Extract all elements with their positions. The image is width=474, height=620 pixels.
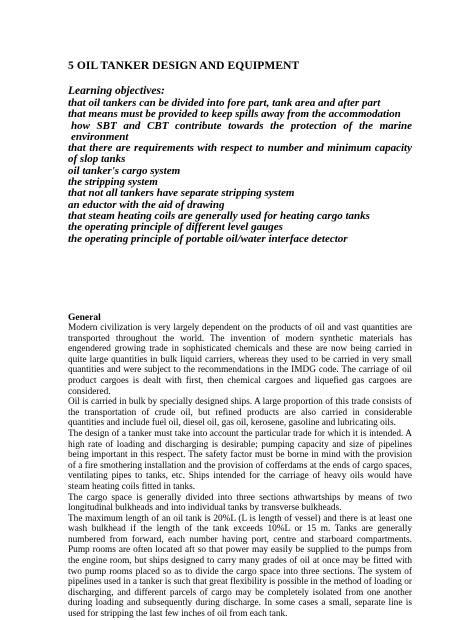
body-paragraph: The cargo space is generally divided into three sections athwartships by means of two longitudinal bulkheads and into individual tanks by transverse bulkheads. <box>68 492 412 514</box>
section-heading: 5 OIL TANKER DESIGN AND EQUIPMENT <box>68 60 300 72</box>
objective-item: that means must be provided to keep spills away from the accommodation <box>68 108 401 121</box>
objectives-list <box>68 98 412 245</box>
objective-item: that there are requirements with respect to number and minimum capacity of slop tanks <box>68 142 412 166</box>
general-section-title: General <box>68 313 101 323</box>
body-paragraph: Oil is carried in bulk by specially designed ships. A large proportion of this trade consists of the transportation of crude oil, but refined products are also carried in considerable quantities and include fuel oil, diesel oil, gas oil, kerosene, gasoline and lubricating oils. <box>68 397 412 429</box>
body-paragraph: Modern civilization is very largely dependent on the products of oil and vast quantities are transported throughout the world. The invention of modern synthetic materials has engendered growing trade in sophisticated chemicals and these are now being carried in quite large quantities in bulk liquid carriers, whereas they used to be carried in very small quantities and were subject to the recommendations in the IMDG code. The carriage of oil product cargoes is dealt with first, then chemical cargoes and liquefied gas cargoes are considered. <box>68 323 412 397</box>
objective-item: that oil tankers can be divided into fore part, tank area and after part <box>68 97 381 109</box>
body-paragraph: The maximum length of an oil tank is 20%L (L is length of vessel) and there is at least one wash bulkhead if the length of the tank exceeds 10%L or 15 m. Tanks are generally numbered from forward, each number having port, centre and starboard compartments. Pump rooms are often located aft so that power may easily be supplied to the pumps from the engine room, but ships designed to carry many grades of oil at once may be fitted with two pump rooms placed so as to divide the cargo space into three sections. The system of pipelines used in a tanker is such that great flexibility is possible in the method of loading or discharging, and different parcels of cargo may be completely isolated from one another during loading and subsequently during discharge. In some cases a small, separate line is used for stripping the last few inches of oil from each tank. <box>68 513 412 620</box>
objective-item: how SBT and CBT contribute towards the protection of the marine environment <box>71 119 412 143</box>
general-body <box>68 323 412 620</box>
objective-item: the stripping system <box>68 176 158 189</box>
objective-item: the operating principle of different level gauges <box>68 221 283 234</box>
objectives-title: Learning objectives: <box>68 85 165 97</box>
objective-item: the operating principle of portable oil/water interface detector <box>68 232 348 245</box>
objective-item: that steam heating coils are generally used for heating cargo tanks <box>68 209 370 222</box>
objective-item: an eductor with the aid of drawing <box>68 198 225 211</box>
body-paragraph: The design of a tanker must take into account the particular trade for which it is intended. A high rate of loading and discharging is desirable; pumping capacity and size of pipelines being important in this respect. The safety factor must be borne in mind with the provision of a fire smothering installation and the provision of cofferdams at the ends of cargo spaces, ventilating pipes to tanks, etc. Ships intended for the carriage of heavy oils would have steam heating coils fitted in tanks. <box>68 428 412 492</box>
objective-item: oil tanker's cargo system <box>68 164 181 177</box>
objective-item: that not all tankers have separate stripping system <box>68 187 295 200</box>
